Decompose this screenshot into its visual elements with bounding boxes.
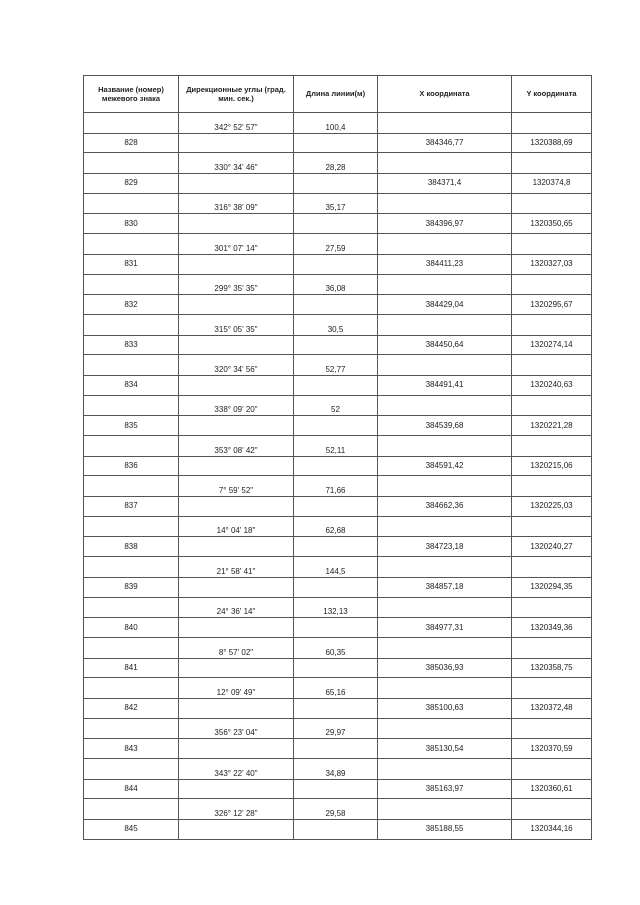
point-row — [84, 497, 592, 517]
direction-angle-cell: 330° 34' 46" — [179, 153, 294, 174]
marker-name-cell: 840 — [84, 618, 179, 638]
empty-cell — [512, 153, 592, 174]
empty-cell — [84, 516, 179, 537]
x-coordinate-cell: 384857,18 — [378, 577, 512, 597]
marker-name-cell: 830 — [84, 214, 179, 234]
empty-cell — [294, 375, 378, 395]
x-coordinate-cell: 384371,4 — [378, 174, 512, 194]
empty-cell — [179, 416, 294, 436]
point-row — [84, 739, 592, 759]
empty-cell — [179, 739, 294, 759]
x-coordinate-cell: 385163,97 — [378, 779, 512, 799]
empty-cell — [179, 335, 294, 355]
point-row — [84, 618, 592, 638]
empty-cell — [84, 274, 179, 295]
direction-angle-cell: 8° 57' 02" — [179, 637, 294, 658]
empty-cell — [512, 597, 592, 618]
empty-cell — [378, 395, 512, 416]
empty-cell — [378, 355, 512, 376]
direction-angle-cell: 24° 36' 14" — [179, 597, 294, 618]
line-length-cell: 52,77 — [294, 355, 378, 376]
marker-name-cell: 838 — [84, 537, 179, 557]
point-row — [84, 335, 592, 355]
line-length-cell: 28,28 — [294, 153, 378, 174]
marker-name-cell: 832 — [84, 295, 179, 315]
empty-cell — [294, 295, 378, 315]
segment-row — [84, 395, 592, 416]
marker-name-cell: 845 — [84, 820, 179, 840]
empty-cell — [378, 637, 512, 658]
direction-angle-cell: 299° 35' 35" — [179, 274, 294, 295]
line-length-cell: 36,08 — [294, 274, 378, 295]
y-coordinate-cell: 1320240,63 — [512, 375, 592, 395]
empty-cell — [294, 658, 378, 678]
y-coordinate-cell: 1320360,61 — [512, 779, 592, 799]
line-length-cell: 132,13 — [294, 597, 378, 618]
empty-cell — [294, 456, 378, 476]
empty-cell — [294, 214, 378, 234]
empty-cell — [294, 698, 378, 718]
empty-cell — [512, 799, 592, 820]
point-row — [84, 658, 592, 678]
y-coordinate-cell: 1320215,06 — [512, 456, 592, 476]
empty-cell — [84, 759, 179, 780]
empty-cell — [378, 436, 512, 457]
segment-row — [84, 113, 592, 134]
empty-cell — [294, 779, 378, 799]
header-y-coordinate: Y координата — [512, 76, 592, 113]
empty-cell — [179, 214, 294, 234]
direction-angle-cell: 326° 12' 28" — [179, 799, 294, 820]
empty-cell — [512, 476, 592, 497]
segment-row — [84, 436, 592, 457]
empty-cell — [179, 577, 294, 597]
direction-angle-cell: 14° 04' 18" — [179, 516, 294, 537]
empty-cell — [179, 618, 294, 638]
empty-cell — [378, 193, 512, 214]
empty-cell — [512, 436, 592, 457]
empty-cell — [179, 698, 294, 718]
empty-cell — [378, 476, 512, 497]
empty-cell — [84, 718, 179, 739]
empty-cell — [512, 637, 592, 658]
direction-angle-cell: 301° 07' 14" — [179, 234, 294, 255]
y-coordinate-cell: 1320294,35 — [512, 577, 592, 597]
segment-row — [84, 759, 592, 780]
x-coordinate-cell: 384591,42 — [378, 456, 512, 476]
segment-row — [84, 193, 592, 214]
empty-cell — [84, 234, 179, 255]
empty-cell — [179, 497, 294, 517]
empty-cell — [84, 436, 179, 457]
point-row — [84, 698, 592, 718]
empty-cell — [294, 537, 378, 557]
y-coordinate-cell: 1320225,03 — [512, 497, 592, 517]
empty-cell — [378, 759, 512, 780]
marker-name-cell: 843 — [84, 739, 179, 759]
empty-cell — [84, 113, 179, 134]
segment-row — [84, 597, 592, 618]
point-row — [84, 214, 592, 234]
empty-cell — [179, 537, 294, 557]
empty-cell — [84, 193, 179, 214]
empty-cell — [294, 577, 378, 597]
segment-row — [84, 678, 592, 699]
line-length-cell: 100,4 — [294, 113, 378, 134]
point-row — [84, 174, 592, 194]
direction-angle-cell: 353° 08' 42" — [179, 436, 294, 457]
empty-cell — [179, 779, 294, 799]
x-coordinate-cell: 384450,64 — [378, 335, 512, 355]
y-coordinate-cell: 1320350,65 — [512, 214, 592, 234]
direction-angle-cell: 356° 23' 04" — [179, 718, 294, 739]
empty-cell — [179, 133, 294, 153]
empty-cell — [84, 597, 179, 618]
empty-cell — [378, 314, 512, 335]
line-length-cell: 144,5 — [294, 557, 378, 578]
direction-angle-cell: 320° 34' 56" — [179, 355, 294, 376]
empty-cell — [294, 739, 378, 759]
empty-cell — [378, 153, 512, 174]
y-coordinate-cell: 1320327,03 — [512, 254, 592, 274]
header-marker-name: Название (номер) межевого знака — [84, 76, 179, 113]
header-line-length: Длина линии(м) — [294, 76, 378, 113]
line-length-cell: 27,59 — [294, 234, 378, 255]
empty-cell — [512, 274, 592, 295]
y-coordinate-cell: 1320358,75 — [512, 658, 592, 678]
y-coordinate-cell: 1320274,14 — [512, 335, 592, 355]
x-coordinate-cell: 384411,23 — [378, 254, 512, 274]
empty-cell — [84, 314, 179, 335]
empty-cell — [84, 557, 179, 578]
direction-angle-cell: 7° 59' 52" — [179, 476, 294, 497]
empty-cell — [512, 234, 592, 255]
empty-cell — [294, 174, 378, 194]
segment-row — [84, 153, 592, 174]
marker-name-cell: 844 — [84, 779, 179, 799]
marker-name-cell: 842 — [84, 698, 179, 718]
empty-cell — [84, 153, 179, 174]
empty-cell — [512, 193, 592, 214]
x-coordinate-cell: 385036,93 — [378, 658, 512, 678]
y-coordinate-cell: 1320349,36 — [512, 618, 592, 638]
marker-name-cell: 836 — [84, 456, 179, 476]
direction-angle-cell: 12° 09' 49" — [179, 678, 294, 699]
empty-cell — [378, 678, 512, 699]
empty-cell — [84, 799, 179, 820]
empty-cell — [179, 456, 294, 476]
point-row — [84, 295, 592, 315]
x-coordinate-cell: 384429,04 — [378, 295, 512, 315]
header-x-coordinate: Х координата — [378, 76, 512, 113]
empty-cell — [84, 637, 179, 658]
marker-name-cell: 834 — [84, 375, 179, 395]
segment-row — [84, 516, 592, 537]
empty-cell — [294, 820, 378, 840]
empty-cell — [378, 274, 512, 295]
marker-name-cell: 829 — [84, 174, 179, 194]
empty-cell — [294, 254, 378, 274]
empty-cell — [512, 516, 592, 537]
empty-cell — [294, 133, 378, 153]
point-row — [84, 254, 592, 274]
y-coordinate-cell: 1320372,48 — [512, 698, 592, 718]
segment-row — [84, 718, 592, 739]
x-coordinate-cell: 384491,41 — [378, 375, 512, 395]
empty-cell — [84, 678, 179, 699]
line-length-cell: 52,11 — [294, 436, 378, 457]
empty-cell — [512, 678, 592, 699]
direction-angle-cell: 338° 09' 20" — [179, 395, 294, 416]
empty-cell — [179, 174, 294, 194]
point-row — [84, 577, 592, 597]
point-row — [84, 133, 592, 153]
x-coordinate-cell: 385100,63 — [378, 698, 512, 718]
point-row — [84, 537, 592, 557]
line-length-cell: 35,17 — [294, 193, 378, 214]
line-length-cell: 29,97 — [294, 718, 378, 739]
x-coordinate-cell: 384396,97 — [378, 214, 512, 234]
empty-cell — [378, 799, 512, 820]
direction-angle-cell: 21° 58' 41" — [179, 557, 294, 578]
y-coordinate-cell: 1320370,59 — [512, 739, 592, 759]
empty-cell — [84, 355, 179, 376]
empty-cell — [378, 718, 512, 739]
marker-name-cell: 835 — [84, 416, 179, 436]
empty-cell — [179, 820, 294, 840]
marker-name-cell: 828 — [84, 133, 179, 153]
point-row — [84, 820, 592, 840]
table-body — [84, 113, 592, 840]
segment-row — [84, 557, 592, 578]
empty-cell — [179, 658, 294, 678]
table-header-row — [84, 76, 592, 113]
marker-name-cell: 841 — [84, 658, 179, 678]
line-length-cell: 30,5 — [294, 314, 378, 335]
direction-angle-cell: 315° 05' 35" — [179, 314, 294, 335]
direction-angle-cell: 316° 38' 09" — [179, 193, 294, 214]
line-length-cell: 60,35 — [294, 637, 378, 658]
segment-row — [84, 476, 592, 497]
marker-name-cell: 833 — [84, 335, 179, 355]
segment-row — [84, 314, 592, 335]
x-coordinate-cell: 384977,31 — [378, 618, 512, 638]
empty-cell — [84, 476, 179, 497]
empty-cell — [512, 557, 592, 578]
empty-cell — [378, 516, 512, 537]
point-row — [84, 375, 592, 395]
x-coordinate-cell: 384723,18 — [378, 537, 512, 557]
empty-cell — [294, 618, 378, 638]
empty-cell — [512, 355, 592, 376]
point-row — [84, 456, 592, 476]
y-coordinate-cell: 1320374,8 — [512, 174, 592, 194]
segment-row — [84, 799, 592, 820]
empty-cell — [512, 759, 592, 780]
line-length-cell: 62,68 — [294, 516, 378, 537]
direction-angle-cell: 342° 52' 57" — [179, 113, 294, 134]
header-direction-angle: Дирекционные углы (град. мин. сек.) — [179, 76, 294, 113]
y-coordinate-cell: 1320295,67 — [512, 295, 592, 315]
empty-cell — [512, 314, 592, 335]
empty-cell — [84, 395, 179, 416]
x-coordinate-cell: 384346,77 — [378, 133, 512, 153]
point-row — [84, 779, 592, 799]
segment-row — [84, 355, 592, 376]
marker-name-cell: 839 — [84, 577, 179, 597]
y-coordinate-cell: 1320388,69 — [512, 133, 592, 153]
empty-cell — [179, 254, 294, 274]
empty-cell — [378, 113, 512, 134]
y-coordinate-cell: 1320221,28 — [512, 416, 592, 436]
x-coordinate-cell: 384539,68 — [378, 416, 512, 436]
y-coordinate-cell: 1320240,27 — [512, 537, 592, 557]
boundary-coordinates-table — [83, 75, 592, 840]
empty-cell — [512, 113, 592, 134]
empty-cell — [378, 557, 512, 578]
x-coordinate-cell: 385188,55 — [378, 820, 512, 840]
marker-name-cell: 831 — [84, 254, 179, 274]
segment-row — [84, 637, 592, 658]
empty-cell — [294, 497, 378, 517]
x-coordinate-cell: 384662,36 — [378, 497, 512, 517]
line-length-cell: 34,89 — [294, 759, 378, 780]
direction-angle-cell: 343° 22' 40" — [179, 759, 294, 780]
empty-cell — [294, 335, 378, 355]
empty-cell — [378, 597, 512, 618]
x-coordinate-cell: 385130,54 — [378, 739, 512, 759]
line-length-cell: 29,58 — [294, 799, 378, 820]
segment-row — [84, 274, 592, 295]
empty-cell — [294, 416, 378, 436]
empty-cell — [378, 234, 512, 255]
line-length-cell: 65,16 — [294, 678, 378, 699]
empty-cell — [179, 295, 294, 315]
line-length-cell: 71,66 — [294, 476, 378, 497]
point-row — [84, 416, 592, 436]
empty-cell — [512, 395, 592, 416]
marker-name-cell: 837 — [84, 497, 179, 517]
line-length-cell: 52 — [294, 395, 378, 416]
empty-cell — [179, 375, 294, 395]
empty-cell — [512, 718, 592, 739]
y-coordinate-cell: 1320344,16 — [512, 820, 592, 840]
segment-row — [84, 234, 592, 255]
